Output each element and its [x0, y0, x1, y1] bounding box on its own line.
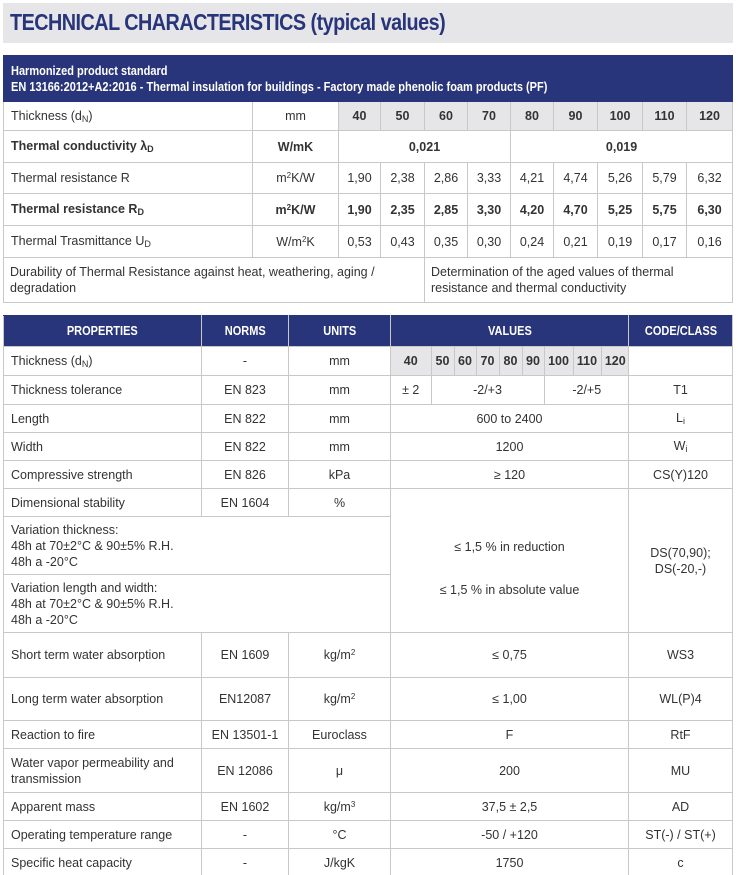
value-cell: 0,021: [339, 131, 511, 163]
unit-cell: $kg/m^2$: [289, 678, 391, 721]
thermal-table: [3, 55, 733, 303]
column-header-properties: PROPERTIES: [4, 316, 202, 347]
table-row: [4, 194, 733, 226]
property-label: Water vapor permeability and transmission: [4, 749, 202, 793]
value-cell: 5,25: [598, 194, 643, 226]
row-label: Thickness $(d_N)$: [4, 102, 253, 131]
code-cell: DS(70,90); DS(-20,-): [629, 489, 733, 633]
table-row: [4, 347, 733, 376]
value-cell: 2,86: [425, 163, 468, 194]
property-label: Operating temperature range: [4, 821, 202, 849]
thickness-cell: 120: [687, 102, 733, 131]
table-row: [4, 678, 733, 721]
value-cell: 2,38: [381, 163, 425, 194]
norm-cell: EN 1609: [202, 633, 289, 678]
code-cell: ST(-) / ST(+): [629, 821, 733, 849]
row-label: Thermal resistance R: [4, 163, 253, 194]
table-row: [4, 258, 733, 303]
code-cell: MU: [629, 749, 733, 793]
value-cell: 0,35: [425, 226, 468, 258]
property-label: Long term water absorption: [4, 678, 202, 721]
table-row: [4, 163, 733, 194]
unit-cell: W/mK: [253, 131, 339, 163]
column-header-norms: NORMS: [202, 316, 289, 347]
property-label: Variation length and width: 48h at 70±2°C & 90±5% R.H. 48h a -20°C: [4, 575, 391, 633]
value-cell: 1,90: [339, 194, 381, 226]
table-row: [4, 376, 733, 405]
property-label: Dimensional stability: [4, 489, 202, 517]
property-label: Apparent mass: [4, 793, 202, 821]
norm-cell: EN 12086: [202, 749, 289, 793]
norm-cell: EN 1602: [202, 793, 289, 821]
code-cell: WS3: [629, 633, 733, 678]
value-cell: 0,19: [598, 226, 643, 258]
property-label: Thickness $(d_N)$: [4, 347, 202, 376]
unit-cell: $m^2K/W$: [253, 163, 339, 194]
norm-cell: -: [202, 849, 289, 875]
row-label: Thermal conductivity $\lambda_D$: [4, 131, 253, 163]
value-cell: ≤ 1,5 % in reduction: [454, 539, 565, 554]
value-cell: -2/+3: [431, 376, 544, 404]
thickness-cell: 90: [554, 102, 598, 131]
unit-cell: °C: [289, 821, 391, 849]
value-cell: 1750: [391, 849, 629, 875]
value-cell: 37,5 ± 2,5: [391, 793, 629, 821]
durability-label: Durability of Thermal Resistance against heat, weathering, aging / degradation: [4, 258, 425, 303]
code-cell: $L_i$: [629, 405, 733, 433]
code-cell: CS(Y)120: [629, 461, 733, 489]
property-label: Thickness tolerance: [4, 376, 202, 405]
unit-cell: kPa: [289, 461, 391, 489]
column-header-code-class: CODE/CLASS: [629, 316, 733, 347]
title-bar: [3, 3, 733, 43]
thickness-cell: 80: [499, 347, 522, 375]
durability-description: Determination of the aged values of thermal resistance and thermal conductivity: [425, 258, 733, 303]
value-cell: 5,75: [643, 194, 687, 226]
row-label: Thermal Trasmittance $U_D$: [4, 226, 253, 258]
thickness-cell: 50: [381, 102, 425, 131]
norm-cell: EN 13501-1: [202, 721, 289, 749]
page-title: TECHNICAL CHARACTERISTICS (typical values): [10, 9, 446, 35]
thickness-cell: 50: [431, 347, 454, 375]
code-cell: $W_i$: [629, 433, 733, 461]
thickness-cell: 70: [468, 102, 511, 131]
value-cell: 3,33: [468, 163, 511, 194]
unit-cell: mm: [289, 347, 391, 376]
value-cell: 5,79: [643, 163, 687, 194]
table-row: [4, 793, 733, 821]
thickness-cell: 110: [573, 347, 601, 375]
table-row: [4, 433, 733, 461]
value-cell: 4,74: [554, 163, 598, 194]
value-cell: 0,17: [643, 226, 687, 258]
norm-cell: EN 1604: [202, 489, 289, 517]
value-cell: 0,43: [381, 226, 425, 258]
value-cell: 6,32: [687, 163, 733, 194]
norm-cell: EN 823: [202, 376, 289, 405]
norm-cell: EN 822: [202, 433, 289, 461]
table-row: [4, 721, 733, 749]
standard-banner: [4, 56, 733, 102]
table-row: [4, 749, 733, 793]
unit-cell: mm: [289, 433, 391, 461]
thickness-cell: 110: [643, 102, 687, 131]
unit-cell: %: [289, 489, 391, 517]
thickness-cell: 60: [425, 102, 468, 131]
thickness-cell: 100: [544, 347, 573, 375]
table-row: [4, 849, 733, 875]
thickness-cell: 120: [601, 347, 629, 375]
column-header-units: UNITS: [289, 316, 391, 347]
unit-cell: mm: [289, 376, 391, 405]
table-row: [4, 489, 733, 517]
value-cell: 200: [391, 749, 629, 793]
table-row: [4, 821, 733, 849]
header-row: [4, 316, 733, 347]
value-cell: -50 / +120: [391, 821, 629, 849]
code-cell: T1: [629, 376, 733, 405]
property-label: Length: [4, 405, 202, 433]
thickness-cell: 100: [598, 102, 643, 131]
value-cell: 2,35: [381, 194, 425, 226]
value-cell: 2,85: [425, 194, 468, 226]
code-cell: RtF: [629, 721, 733, 749]
dimensional-values: [391, 489, 629, 633]
value-cell: 0,24: [511, 226, 554, 258]
unit-cell: $kg/m^2$: [289, 633, 391, 678]
thickness-cell: 40: [391, 347, 431, 375]
value-cell: 6,30: [687, 194, 733, 226]
thickness-cell: 90: [522, 347, 544, 375]
property-label: Compressive strength: [4, 461, 202, 489]
value-cell: 600 to 2400: [391, 405, 629, 433]
thickness-cell: 80: [511, 102, 554, 131]
property-label: Short term water absorption: [4, 633, 202, 678]
thickness-cell: 60: [454, 347, 476, 375]
value-cell: ≤ 0,75: [391, 633, 629, 678]
standard-description: EN 13166:2012+A2:2016 - Thermal insulation for buildings - Factory made phenolic foam products (PF): [11, 79, 548, 94]
thickness-cell: 70: [476, 347, 499, 375]
table-row: [4, 102, 733, 131]
value-cell: 4,70: [554, 194, 598, 226]
norm-cell: EN12087: [202, 678, 289, 721]
norm-cell: EN 826: [202, 461, 289, 489]
table-row: [4, 633, 733, 678]
unit-cell: mm: [253, 102, 339, 131]
values-cell: [391, 376, 629, 405]
value-cell: 0,019: [511, 131, 733, 163]
value-cell: 0,30: [468, 226, 511, 258]
value-cell: 1,90: [339, 163, 381, 194]
properties-table: [3, 315, 733, 875]
table-row: [4, 131, 733, 163]
unit-cell: mm: [289, 405, 391, 433]
table-row: [4, 461, 733, 489]
unit-cell: $kg/m^3$: [289, 793, 391, 821]
value-cell: ≤ 1,00: [391, 678, 629, 721]
thickness-cell: 40: [339, 102, 381, 131]
property-label: Specific heat capacity: [4, 849, 202, 875]
column-header-values: VALUES: [391, 316, 629, 347]
value-cell: ± 2: [402, 383, 420, 397]
code-cell: WL(P)4: [629, 678, 733, 721]
unit-cell: $m^2K/W$: [253, 194, 339, 226]
property-label: Width: [4, 433, 202, 461]
table-row: [4, 405, 733, 433]
norm-cell: -: [202, 821, 289, 849]
property-label: Reaction to fire: [4, 721, 202, 749]
norm-cell: -: [202, 347, 289, 376]
row-label: Thermal resistance $R_D$: [4, 194, 253, 226]
value-cell: 3,30: [468, 194, 511, 226]
value-cell: 0,21: [554, 226, 598, 258]
value-cell: 4,20: [511, 194, 554, 226]
table-row: [4, 226, 733, 258]
standard-title: Harmonized product standard: [11, 63, 168, 78]
value-cell: ≤ 1,5 % in absolute value: [439, 582, 580, 597]
unit-cell: $W/m^2K$: [253, 226, 339, 258]
value-cell: F: [391, 721, 629, 749]
value-cell: -2/+5: [544, 376, 629, 404]
code-cell: AD: [629, 793, 733, 821]
unit-cell: Euroclass: [289, 721, 391, 749]
value-cell: ≥ 120: [391, 461, 629, 489]
unit-cell: μ: [289, 749, 391, 793]
value-cell: 1200: [391, 433, 629, 461]
values-cell: [391, 347, 629, 376]
code-cell: c: [629, 849, 733, 875]
norm-cell: EN 822: [202, 405, 289, 433]
value-cell: 0,53: [339, 226, 381, 258]
property-label: Variation thickness: 48h at 70±2°C & 90±5% R.H. 48h a -20°C: [4, 517, 391, 575]
value-cell: 4,21: [511, 163, 554, 194]
value-cell: 0,16: [687, 226, 733, 258]
value-cell: 5,26: [598, 163, 643, 194]
unit-cell: J/kgK: [289, 849, 391, 875]
code-cell: [629, 347, 733, 376]
